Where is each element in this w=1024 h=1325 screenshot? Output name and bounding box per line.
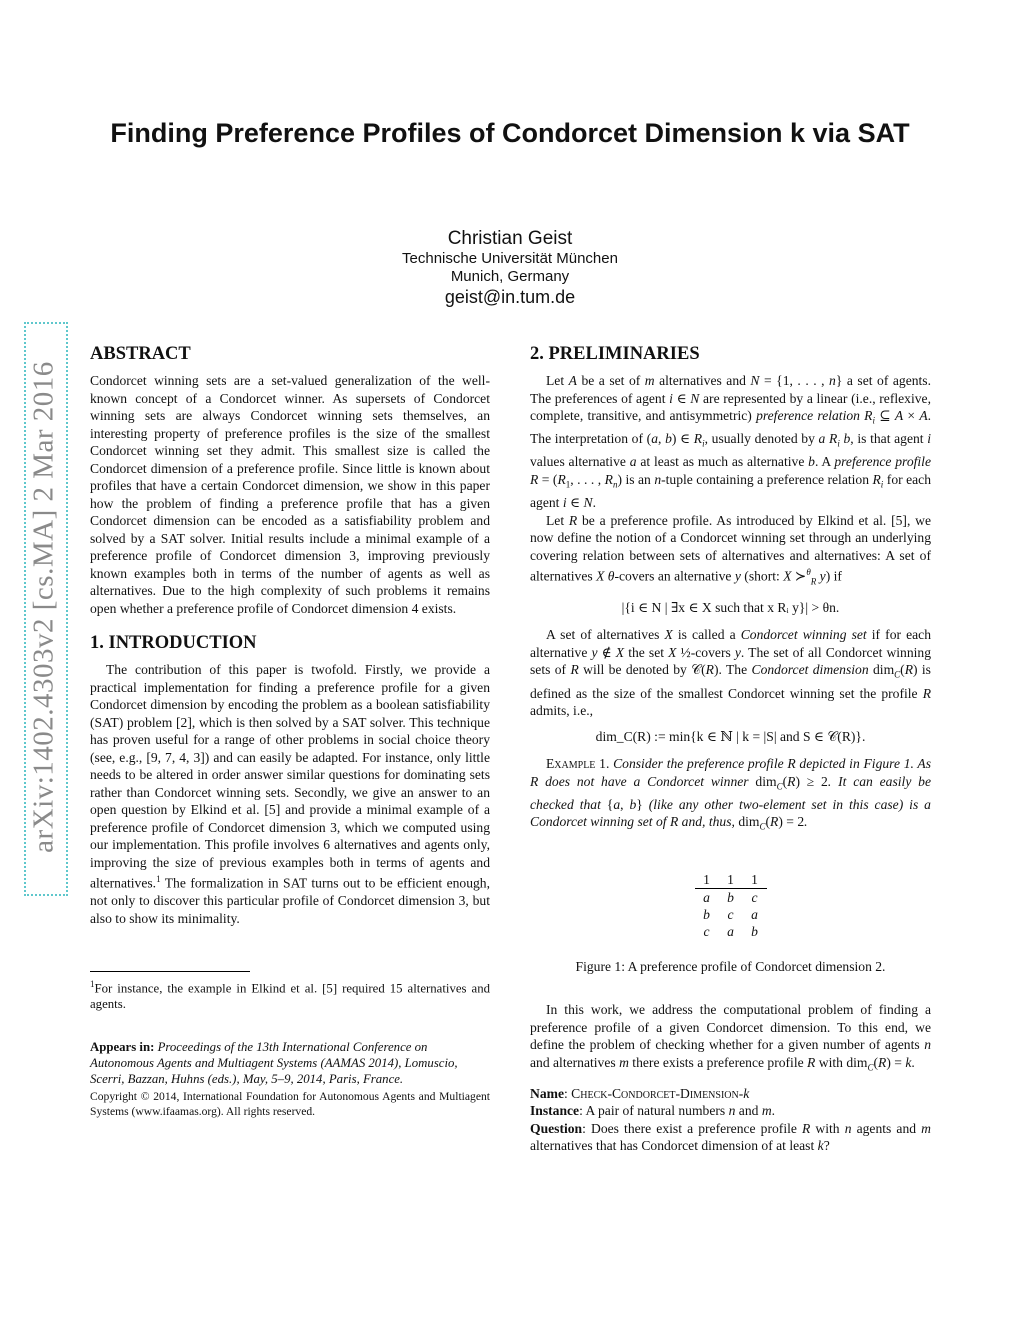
- table-cell: a: [703, 889, 710, 905]
- preliminaries-heading: 2. PRELIMINARIES: [530, 344, 700, 364]
- covering-formula: |{i ∈ N | ∃x ∈ X such that x Rᵢ y}| > θn.: [621, 599, 840, 615]
- table-header-cell: 1: [719, 871, 743, 889]
- table-cell: b: [751, 923, 758, 939]
- preliminaries-paragraph-3: A set of alternatives X is called a Condorcet winning set if for each alternative y ∉ X the set X ½-covers y. The set of all Condorcet winning sets of R will be denoted by 𝒞(R). The Condorcet dimension dim$_C$(R) is defined as the size of the smallest Condorcet winning set the profile R admits, i.e.,: [530, 627, 932, 719]
- paper-title: Finding Preference Profiles of Condorcet Dimension k via SAT: [110, 118, 910, 148]
- arxiv-identifier: arXiv:1402.4303v2 [cs.MA] 2 Mar 2016: [27, 361, 60, 853]
- preference-profile-table: [695, 871, 767, 940]
- footnote-mark: 1: [90, 979, 95, 990]
- preliminaries-paragraph-1: Let A be a set of m alternatives and N = {1, . . . , n} a set of agents. The preferences of agent i ∈ N are represented by a linear (i.e., reflexive, complete, transitive, and antisymmetric) preference relation $R_i$ ⊆ A × A. The interpretation of (a, b) ∈ $R_i$, usually denoted by a $R_i$ b, is that agent i values alternative a at least as much as alternative b. A preference profile $R = (R_1$, . . . , $R_n$) is an n-tuple containing a preference relation $R_i$ for each agent i ∈ N.: [530, 373, 932, 511]
- example-label: Example 1.: [546, 756, 610, 772]
- table-row: [695, 888, 767, 906]
- footnote-rule: [90, 971, 250, 972]
- author-name: Christian Geist: [447, 228, 573, 249]
- appears-in-text: Proceedings of the 13th International Conference on Autonomous Agents and Multiagent Systems (AAMAS 2014), Lomuscio, Scerri, Bazzan, Huhns (eds.), May, 5–9, 2014, Paris, France.: [90, 1040, 458, 1087]
- left-column: [90, 342, 490, 1119]
- introduction-paragraph: [90, 661, 490, 927]
- preliminaries-paragraph-4: In this work, we address the computational problem of finding a preference profile of a given Condorcet dimension. To this end, we define the problem of checking whether for a given number of agents n and alternatives m there exists a preference profile R with dim$_C$(R) = k.: [530, 1002, 931, 1073]
- table-cell: c: [727, 906, 734, 922]
- appears-in-note: [90, 1039, 490, 1087]
- preliminaries-paragraph-2: Let R be a preference profile. As introduced by Elkind et al. [5], we now define the notion of a Condorcet winning set through an underlying covering relation between sets of alternatives and alternatives: A set of alternatives X θ-covers an alternative y (short: X ≻$^\theta_R$ y) if: [530, 512, 931, 587]
- dimension-formula: dim_C(R) := min{k ∈ ℕ | k = |S| and S ∈ 𝒞(R)}.: [595, 728, 866, 744]
- footnote: [90, 976, 490, 1012]
- introduction-heading: 1. INTRODUCTION: [90, 633, 257, 653]
- table-row: [695, 923, 767, 940]
- table-cell: b: [727, 889, 734, 905]
- right-column: [530, 342, 931, 1155]
- problem-name-k: k: [743, 1085, 750, 1101]
- table-cell: a: [727, 923, 734, 939]
- problem-name: Name: Check-Condorcet-Dimension-k: [530, 1085, 750, 1101]
- author-affiliation: Technische Universität München: [402, 250, 618, 267]
- abstract-text: Condorcet winning sets are a set-valued generalization of the well-known concept of a Condorcet winner. As supersets of Condorcet winning sets are always Condorcet winning sets themselves, an interesting property of preference profiles is the size of the smallest Condorcet winning set they admit. This smallest size is called the Condorcet dimension of a preference profile. Since little is known about profiles that have a certain Condorcet dimension, we show in this paper how the problem of finding a preference profile that has a given Condorcet dimension can be encoded as a satisfiability problem and solved by a SAT solver. Initial results include a minimal example of a preference profile of Condorcet dimension 3, improving previously known examples both in terms of the number of agents as well as alternatives. Due to the high complexity of such problems it remains open whether a preference profile of Condorcet dimension 4 exists.: [90, 373, 490, 616]
- table-header-cell: 1: [695, 871, 719, 889]
- problem-instance-label: Instance: [530, 1103, 580, 1119]
- table-row: [695, 906, 767, 923]
- problem-question: Question: Does there exist a preference profile R with n agents and m alternatives that has Condorcet dimension of at least k?: [530, 1120, 931, 1154]
- problem-instance: Instance: A pair of natural numbers n and m.: [530, 1103, 776, 1119]
- figure-caption: Figure 1: A preference profile of Condorcet dimension 2.: [575, 958, 886, 974]
- introduction-text-a: The contribution of this paper is twofold. Firstly, we provide a practical implementation for finding a preference profile for a given Condorcet dimension by encoding the problem as a boolean satisfiability (SAT) problem [2], which is then solved by a SAT solver. This technique has proven useful for a range of other problems in social choice theory (see, e.g., [9, 7, 4, 3]) and can easily be adapted. For instance, only little needs to be altered in order answer similar questions for dominating sets rather than Condorcet winning sets. Secondly, we give an answer to an open question by Elkind et al. [5] and provide a minimal example of a preference profile of Condorcet dimension 3, which we computed using our implementation. This profile involves 6 alternatives and agents only, improving the size of previous examples both in terms of agents and alternatives.: [90, 662, 490, 891]
- table-cell: c: [751, 889, 758, 905]
- abstract-heading: ABSTRACT: [90, 344, 191, 364]
- footnote-reference: 1: [156, 874, 161, 884]
- copyright-note: Copyright © 2014, International Foundation for Autonomous Agents and Multiagent Systems (www.ifaamas.org). All rights reserved.: [90, 1090, 490, 1119]
- table-cell: b: [703, 906, 710, 922]
- problem-question-label: Question: [530, 1120, 583, 1136]
- example-1: Example 1. Consider the preference profile R depicted in Figure 1. As R does not have a Condorcet winner dim$_C$(R) ≥ 2. It can easily be checked that {a, b} (like any other two-element set in this case) is a Condorcet winning set of R and, thus, dim$_C$(R) = 2.: [530, 756, 932, 833]
- table-header-row: [695, 871, 767, 889]
- appears-in-label: Appears in:: [90, 1040, 155, 1055]
- table-cell: c: [703, 923, 710, 939]
- author-email: geist@in.tum.de: [444, 287, 576, 307]
- introduction-text-b: The formalization in SAT turns out to be efficient enough, not only to discover this particular profile of Condorcet dimension 3, but also to show its minimality.: [90, 875, 490, 926]
- author-location: Munich, Germany: [450, 268, 570, 285]
- table-header-cell: 1: [743, 871, 767, 889]
- footnote-text: For instance, the example in Elkind et al. [5] required 15 alternatives and agents.: [90, 981, 490, 1012]
- problem-name-value: Check-Condorcet-Dimension-: [571, 1085, 744, 1101]
- problem-name-label: Name: [530, 1085, 564, 1101]
- table-cell: a: [751, 906, 758, 922]
- author-block: [290, 228, 730, 308]
